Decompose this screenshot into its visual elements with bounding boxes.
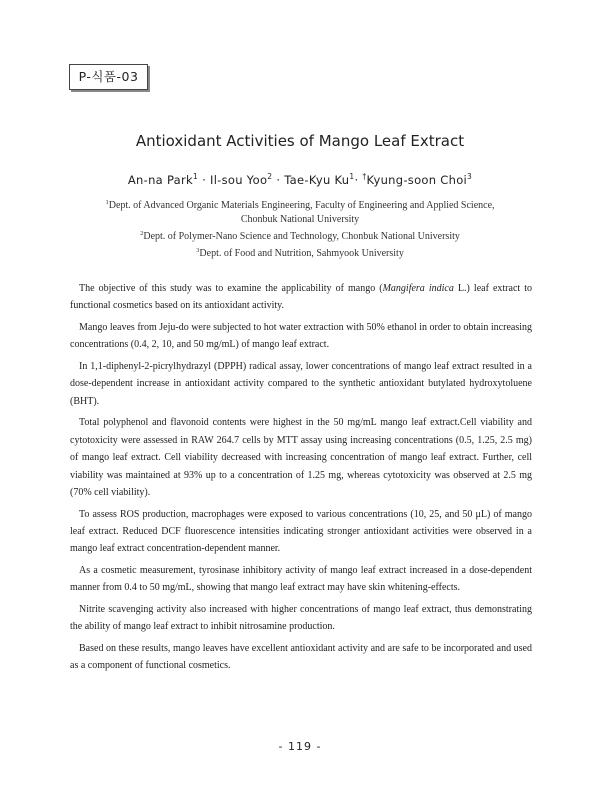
corresponding-author-mark: † — [362, 172, 367, 181]
abstract-paragraph: In 1,1-diphenyl-2-picrylhydrazyl (DPPH) radical assay, lower concentrations of mango leaf extract resulted in a dose-dependent increase in antioxidant activity compared to the synthetic antioxidant butylated hydroxytoluene (BHT). — [70, 361, 532, 407]
author-affil-sup: 2 — [267, 172, 273, 181]
abstract-paragraph: Nitrite scavenging activity also increased with higher concentrations of mango leaf extract, thus demonstrating the ability of mango leaf extract to inhibit nitrosamine production. — [70, 604, 532, 633]
abstract-text: The objective of this study was to examine the applicability of mango ( — [79, 283, 383, 294]
affil-sup: 1 — [105, 199, 109, 206]
affiliation-line — [0, 213, 600, 227]
affil-text: Dept. of Polymer-Nano Science and Technology, Chonbuk National University — [143, 231, 460, 242]
affil-text: Dept. of Food and Nutrition, Sahmyook University — [199, 248, 404, 259]
page-number: - 119 - — [278, 740, 322, 753]
author-name: An-na Park — [127, 173, 194, 187]
affil-text: Chonbuk National University — [240, 214, 360, 225]
session-code-box: P-식품-03 — [69, 64, 148, 90]
abstract-paragraph: Based on these results, mango leaves have excellent antioxidant activity and are safe to be incorporated and used as a component of functional cosmetics. — [70, 643, 532, 672]
affil-sup: 2 — [140, 230, 144, 237]
author-separator: · — [202, 173, 207, 187]
paper-title: Antioxidant Activities of Mango Leaf Extract — [135, 132, 465, 150]
author-separator: · — [354, 173, 359, 187]
abstract-paragraph: To assess ROS production, macrophages were exposed to various concentrations (10, 25, and 50 μL) of mango leaf extract. Reduced DCF fluorescence intensities indicating stronger antioxidant activities were observed in a mango leaf extract concentration-dependent manner. — [70, 508, 532, 555]
affiliation-list — [0, 196, 600, 261]
affil-sup: 3 — [196, 247, 200, 254]
affiliation-line — [0, 227, 600, 244]
abstract-paragraph: As a cosmetic measurement, tyrosinase inhibitory activity of mango leaf extract increased in a dose-dependent manner from 0.4 to 50 mg/mL, showing that mango leaf extract may have skin whitening-effects. — [70, 565, 532, 594]
affil-text: Dept. of Advanced Organic Materials Engineering, Faculty of Engineering and Applied Science, — [108, 200, 495, 211]
author-separator: · — [276, 173, 281, 187]
author-list — [0, 172, 600, 187]
affiliation-line — [0, 244, 600, 261]
author-name: Kyung-soon Choi — [366, 173, 468, 187]
species-name: Mangifera indica — [382, 283, 454, 294]
abstract-paragraph: Total polyphenol and flavonoid contents were highest in the 50 mg/mL mango leaf extract.Cell viability and cytotoxicity were assessed in RAW 264.7 cells by MTT assay using increasing concentrations (0.5, 1.25, 2.5 mg) of mango leaf extract. Cell viability decreased with increasing concentration of mango leaf extract. Further, cell viability was maintained at 93% up to a concentration of 1.25 mg, whereas cytotoxicity was observed at 2.5 mg (70% cell viability). — [70, 417, 532, 499]
abstract-paragraph: Mango leaves from Jeju-do were subjected to hot water extraction with 50% ethanol in order to obtain increasing concentrations (0.4, 2, 10, and 50 mg/mL) of mango leaf extract. — [70, 322, 532, 351]
abstract-body — [70, 280, 532, 679]
affiliation-line — [0, 196, 600, 213]
author-affil-sup: 1 — [349, 172, 355, 181]
abstract-paragraph — [70, 280, 532, 315]
author-affil-sup: 1 — [193, 172, 199, 181]
abstract-text: L.) leaf extract to functional cosmetics based on its antioxidant activity. — [70, 283, 532, 312]
author-name: Tae-Kyu Ku — [284, 173, 350, 187]
author-affil-sup: 3 — [467, 172, 473, 181]
author-name: Il-sou Yoo — [210, 173, 268, 187]
